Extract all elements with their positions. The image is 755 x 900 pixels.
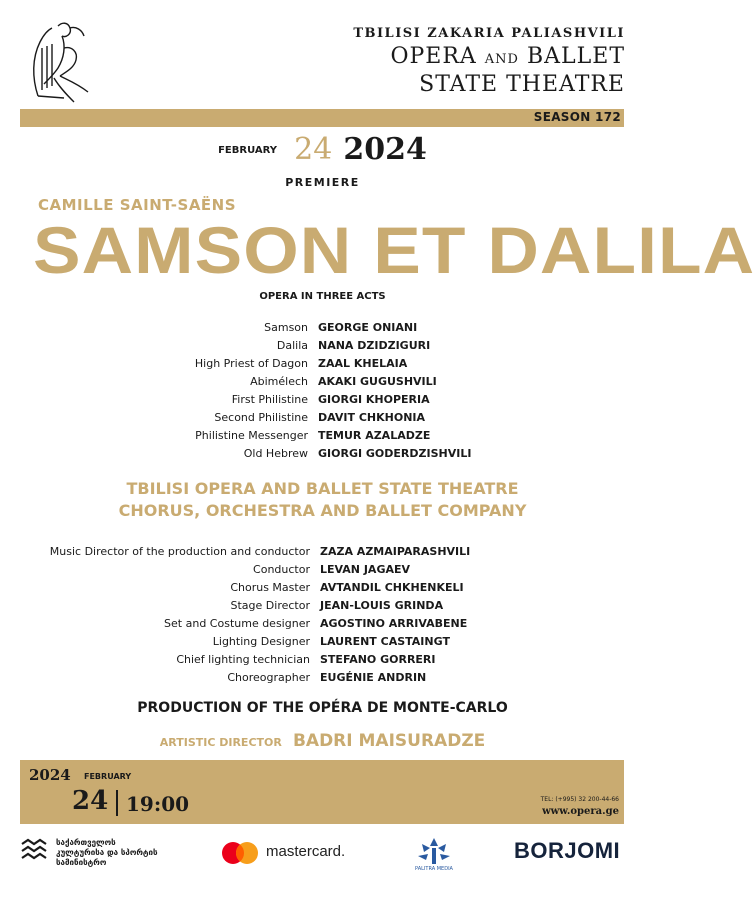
date-year: 2024 — [343, 132, 427, 167]
palitra-media-text: PALITRA MEDIA — [415, 866, 453, 872]
crew-row: Lighting Designer LAURENT CASTAINGT — [212, 634, 450, 648]
footer-website[interactable]: www.opera.ge — [542, 806, 619, 817]
theatre-logo — [18, 18, 96, 106]
crew-row: Choreographer EUGÉNIE ANDRIN — [227, 670, 427, 684]
production-credit: PRODUCTION OF THE OPÉRA DE MONTE-CARLO — [137, 700, 508, 716]
cast-row: Dalila NANA DZIDZIGURI — [276, 338, 431, 352]
date-day: 24 — [294, 132, 333, 167]
artistic-director-label: ARTISTIC DIRECTOR — [159, 736, 282, 749]
artistic-director — [0, 731, 645, 751]
crew-row: Chief lighting technician STEFANO GORRERI — [176, 652, 436, 666]
cast-list — [0, 318, 645, 462]
theatre-name-line2: OPERA AND BALLET — [390, 44, 625, 69]
theatre-name-line3: STATE THEATRE — [419, 72, 625, 97]
crew-row: Conductor LEVAN JAGAEV — [253, 562, 411, 576]
crew-row: Stage Director JEAN-LOUIS GRINDA — [230, 598, 444, 612]
footer-year: 2024 — [29, 766, 71, 784]
ministry-logo-text: საქართველოს კულტურისა და სპორტის სამინისტრო — [56, 838, 158, 867]
mastercard-logo-text: mastercard. — [266, 843, 346, 860]
crew-row: Chorus Master AVTANDIL CHKHENKELI — [230, 580, 464, 594]
crew-row: Set and Costume designer AGOSTINO ARRIVABENE — [164, 616, 468, 630]
cast-row: High Priest of Dagon ZAAL KHELAIA — [194, 356, 408, 370]
ministry-emblem-icon — [20, 838, 50, 864]
cast-row: Abimélech AKAKI GUGUSHVILI — [250, 374, 437, 388]
premiere-date — [0, 132, 645, 167]
composer-name: CAMILLE SAINT-SAËNS — [38, 196, 237, 214]
season-label: SEASON 172 — [533, 110, 621, 124]
footer-band — [20, 760, 624, 824]
footer-separator — [116, 790, 118, 816]
mastercard-icon — [220, 841, 260, 865]
borjomi-logo: BORJOMI — [514, 838, 621, 863]
footer-month: FEBRUARY — [84, 772, 132, 781]
crew-row: Music Director of the production and conductor ZAZA AZMAIPARASHVILI — [49, 544, 471, 558]
footer-day: 24 — [72, 786, 109, 816]
cast-row: Samson GEORGE ONIANI — [264, 320, 418, 334]
cast-row: Philistine Messenger TEMUR AZALADZE — [195, 428, 431, 442]
cast-row: First Philistine GIORGI KHOPERIA — [231, 392, 430, 406]
opera-title: SAMSON ET DALILA — [33, 213, 755, 287]
footer-time: 19:00 — [126, 792, 190, 816]
date-month: FEBRUARY — [218, 145, 278, 156]
theatre-name-line1: TBILISI ZAKARIA PALIASHVILI — [353, 26, 625, 41]
crew-list — [0, 542, 645, 686]
theatre-name-block — [305, 44, 625, 97]
artistic-director-name: BADRI MAISURADZE — [292, 731, 486, 751]
company-line2: CHORUS, ORCHESTRA AND BALLET COMPANY — [118, 501, 527, 520]
company-block — [0, 478, 645, 522]
cast-row: Old Hebrew GIORGI GODERDZISHVILI — [243, 446, 472, 460]
company-line1: TBILISI OPERA AND BALLET STATE THEATRE — [126, 479, 519, 498]
premiere-label: PREMIERE — [285, 176, 360, 189]
opera-subtitle: OPERA IN THREE ACTS — [259, 291, 386, 302]
cast-row: Second Philistine DAVIT CHKHONIA — [214, 410, 426, 424]
footer-phone: TEL: (+995) 32 200-44-66 — [540, 796, 619, 803]
palitra-media-icon — [412, 836, 456, 866]
